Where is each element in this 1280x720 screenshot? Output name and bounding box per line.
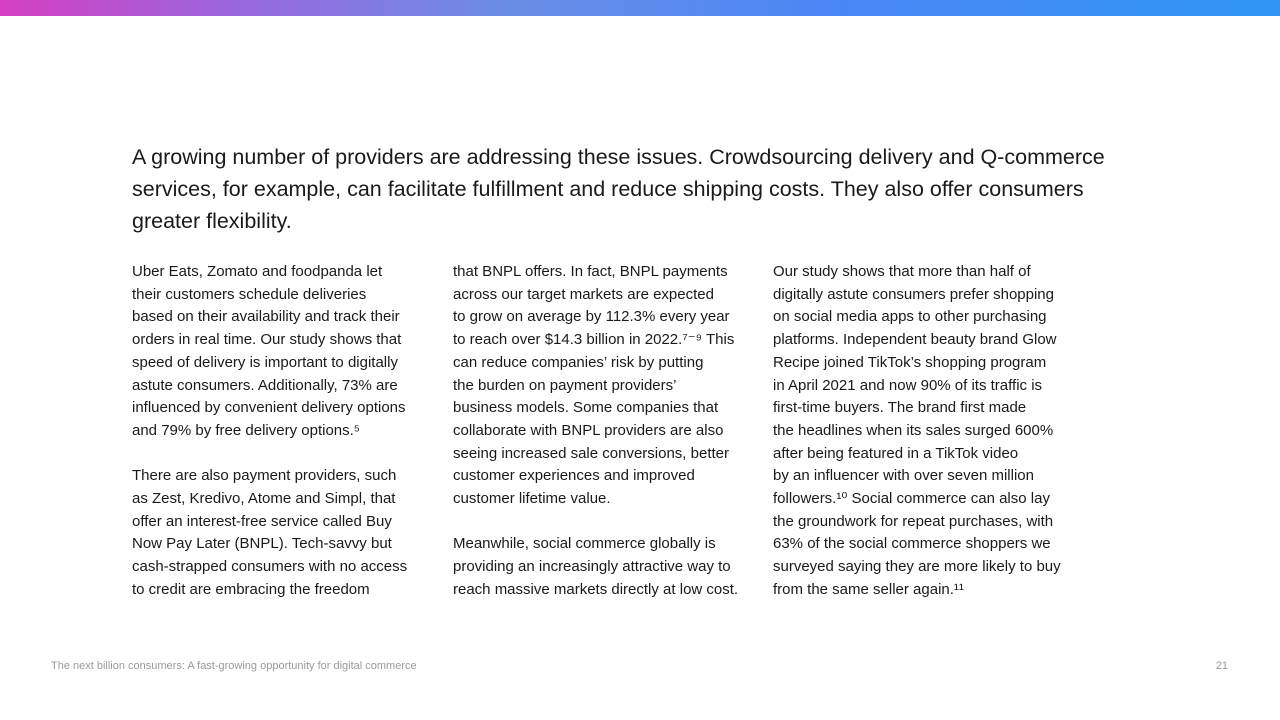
column-3-paragraph-1: Our study shows that more than half of digitally astute consumers prefer shopping on social media apps to other purchasing platforms. Independent beauty brand Glow Recipe joined TikTok’s shopping program in April 2021 and now 90% of its traffic is first-time buyers. The brand first made the headlines when its sales surged 600% after being featured in a TikTok video by an influencer with over seven million followers.¹⁰ Social commerce can also lay the groundwork for repeat purchases, with 63% of the social commerce shoppers we surveyed saying they are more likely to buy from the same seller again.¹¹ — [773, 263, 1061, 598]
column-2-paragraph-2: Meanwhile, social commerce globally is providing an increasingly attractive way to reach massive markets directly at low cost. — [453, 535, 739, 598]
text-column-3 — [773, 261, 1073, 602]
column-1-paragraph-1: Uber Eats, Zomato and foodpanda let their customers schedule deliveries based on their availability and track their orders in real time. Our study shows that speed of delivery is important to digitally astute consumers. Additionally, 73% are influenced by convenient delivery options and 79% by free delivery options.⁵ — [132, 263, 406, 439]
text-column-1 — [132, 261, 432, 602]
column-2-paragraph-1: that BNPL offers. In fact, BNPL payments across our target markets are expected to grow on average by 112.3% every year to reach over $14.3 billion in 2022.⁷⁻⁹ This can reduce companies’ risk by putting the burden on payment providers’ business models. Some companies that collaborate with BNPL providers are also seeing increased sale conversions, better customer experiences and improved customer lifetime value. — [453, 263, 735, 508]
column-1-paragraph-2: There are also payment providers, such as Zest, Kredivo, Atome and Simpl, that offer an interest-free service called Buy Now Pay Later (BNPL). Tech-savvy but cash-strapped consumers with no access to credit are embracing the freedom — [132, 467, 408, 598]
lead-paragraph: A growing number of providers are addressing these issues. Crowdsourcing delivery and Q-commerce services, for example, can facilitate fulfillment and reduce shipping costs. They also offer consumers greater flexibility. — [132, 145, 1105, 233]
text-column-2 — [453, 261, 753, 602]
page-number: 21 — [1215, 660, 1228, 672]
footer-document-title: The next billion consumers: A fast-growing opportunity for digital commerce — [51, 660, 417, 672]
top-gradient-bar — [0, 0, 1280, 16]
